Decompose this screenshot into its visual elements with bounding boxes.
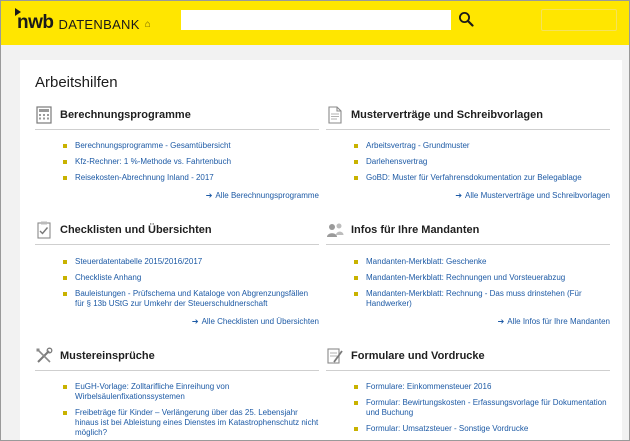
- logo-brand: nwb: [17, 12, 54, 33]
- section-title: Checklisten und Übersichten: [60, 224, 212, 236]
- more-link[interactable]: [192, 317, 319, 326]
- list-item-link[interactable]: Reisekosten-Abrechnung Inland - 2017: [63, 173, 319, 183]
- top-bar: [1, 1, 629, 45]
- list-item-link[interactable]: Formulare: Einkommensteuer 2016: [354, 382, 610, 392]
- search-button[interactable]: [453, 6, 479, 32]
- more-link-label: Alle Musterverträge und Schreibvorlagen: [465, 191, 610, 200]
- magnifier-icon: [458, 11, 474, 27]
- list-item-link[interactable]: Freibeträge für Kinder – Verlängerung über das 25. Lebensjahr hinaus ist bei Ableistung eines Dienstes im Katastrophenschutz nicht möglich?: [63, 408, 319, 438]
- arrow-right-icon: ➔: [455, 191, 463, 200]
- header-button[interactable]: [541, 9, 617, 31]
- section-title: Infos für Ihre Mandanten: [351, 224, 480, 236]
- tools-icon: [35, 347, 53, 365]
- more-link[interactable]: [455, 191, 610, 200]
- link-list: [354, 257, 610, 315]
- section-header: [35, 219, 319, 245]
- document-icon: [326, 106, 344, 124]
- logo[interactable]: [17, 11, 151, 35]
- house-icon[interactable]: ⌂: [144, 19, 151, 30]
- arrow-right-icon: ➔: [205, 191, 213, 200]
- calculator-icon: [35, 106, 53, 124]
- section-title: Musterverträge und Schreibvorlagen: [351, 109, 543, 121]
- search-input[interactable]: [181, 10, 451, 30]
- arrow-right-icon: ➔: [497, 317, 505, 326]
- list-item-link[interactable]: Mandanten-Merkblatt: Geschenke: [354, 257, 610, 267]
- list-item-link[interactable]: Bauleistungen - Prüfschema und Kataloge von Abgrenzungsfällen für § 13b UStG zur Umkehr der Steuerschuldnerschaft: [63, 289, 319, 309]
- link-list: [63, 257, 319, 315]
- section-header: [326, 104, 610, 130]
- section-header: [35, 345, 319, 371]
- link-list: [354, 141, 610, 189]
- more-link-label: Alle Infos für Ihre Mandanten: [507, 317, 610, 326]
- list-item-link[interactable]: Kfz-Rechner: 1 %-Methode vs. Fahrtenbuch: [63, 157, 319, 167]
- link-list: [63, 382, 319, 441]
- more-link-label: Alle Checklisten und Übersichten: [201, 317, 319, 326]
- form-pen-icon: [326, 347, 344, 365]
- logo-triangle-icon: [15, 8, 21, 16]
- section-title: Berechnungsprogramme: [60, 109, 191, 121]
- section-header: [35, 104, 319, 130]
- section-title: Formulare und Vordrucke: [351, 350, 485, 362]
- list-item-link[interactable]: Darlehensvertrag: [354, 157, 610, 167]
- people-icon: [326, 221, 344, 239]
- main-content: [20, 60, 622, 441]
- section-header: [326, 345, 610, 371]
- page-title: Arbeitshilfen: [35, 74, 118, 91]
- arrow-right-icon: ➔: [191, 317, 199, 326]
- list-item-link[interactable]: Arbeitsvertrag - Grundmuster: [354, 141, 610, 151]
- list-item-link[interactable]: Formular: Bewirtungskosten - Erfassungsvorlage für Dokumentation und Buchung: [354, 398, 610, 418]
- more-link-label: Alle Berechnungsprogramme: [215, 191, 319, 200]
- more-link[interactable]: [498, 317, 610, 326]
- list-item-link[interactable]: EuGH-Vorlage: Zolltarifliche Einreihung von Wirbelsäulenfixationssystemen: [63, 382, 319, 402]
- list-item-link[interactable]: Formular: Umsatzsteuer - Sonstige Vordrucke: [354, 424, 610, 434]
- list-item-link[interactable]: Mandanten-Merkblatt: Rechnungen und Vorsteuerabzug: [354, 273, 610, 283]
- link-list: [63, 141, 319, 189]
- list-item-link[interactable]: Checkliste Anhang: [63, 273, 319, 283]
- list-item-link[interactable]: GoBD: Muster für Verfahrensdokumentation zur Belegablage: [354, 173, 610, 183]
- checklist-icon: [35, 221, 53, 239]
- section-header: [326, 219, 610, 245]
- list-item-link[interactable]: Mandanten-Merkblatt: Rechnung - Das muss drinstehen (Für Handwerker): [354, 289, 610, 309]
- more-link[interactable]: [206, 191, 319, 200]
- section-title: Mustereinsprüche: [60, 350, 155, 362]
- link-list: [354, 382, 610, 440]
- list-item-link[interactable]: Steuerdatentabelle 2015/2016/2017: [63, 257, 319, 267]
- logo-product: DATENBANK: [58, 16, 140, 32]
- list-item-link[interactable]: Berechnungsprogramme - Gesamtübersicht: [63, 141, 319, 151]
